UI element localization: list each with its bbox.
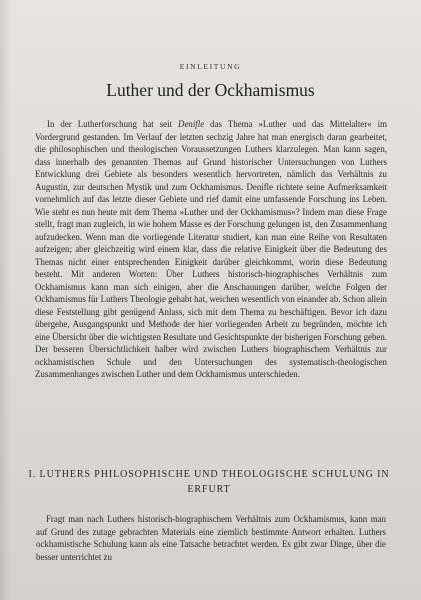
intro-text-rest: das Thema »Luther und das Mittelalter« im Vordergrund gestanden. Im Verlauf der letzten sechzig Jahre hat man energisch daran gearbeitet, die philosophischen und theologischen Voraussetzungen Luthers klarzulegen. Man kann sagen, dass innerhalb des genannten Themas auf Grund historischer Untersuchungen von Luthers Entwicklung drei Gebiete als besonders wesentlich hervortreten, nämlich das Verhältnis zu Augustin, zur deutschen Mystik und zum Ockhamismus. Denifle richtete seine Aufmerksamkeit vornehmlich auf das letzte dieser Gebiete und rief damit eine umfassende Forschung ins Leben. Wie steht es nun heute mit dem Thema »Luther und der Ockhamismus«? Indem man diese Frage stellt, fragt man zugleich, in wie hohem Masse es der Forschung gelungen ist, den Zusammenhang aufzudecken. Wenn man die vorliegende Literatur studiert, kan man eine Reihe von Resultaten aufzeigen; aber gleichzeitig wird einem klar, dass die relative Einigkeit über die Bedeutung des Themas nicht einer entsprechenden Einigkeit darüber gleichkommt, worin diese Bedeutung besteht. Mit anderen Worten: Über Luthers historisch-biographisches Verhältnis zum Ockhamismus kann man sich einigen, aber die Anschauungen darüber, welche Folgen der Ockhamismus für Luthers Theologie gehabt hat, weichen wesentlich von einander ab. Schon allein diese Feststellung gibt genügend Anlass, sich mit dem Thema zu beschäftigen. Bevor ich dazu übergehe, Ausgangspunkt und Methode der hier vorliegenden Arbeit zu begründen, möchte ich eine Übersicht über die wichtigsten Resultate und Gesichtspunkte der bisherigen Forschung geben. Der besseren Übersichtlichkeit halber wird zwischen Luthers biographischem Verhältnis zur ockhamistischen Schule und den Untersuchungen des systematisch-theologischen Zusammenhanges zwischen Luther und dem Ockhamismus unterschieden. (35, 119, 387, 379)
intro-paragraph (35, 118, 387, 381)
section-paragraph: Fragt man nach Luthers historisch-biographischem Verhältnis zum Ockhamismus, kann man auf Grund des zutage gebrachten Materials eine ziemlich bestimmte Antwort erhalten. Luthers ockhamistische Schulung kann als eine Tatsache betrachtet werden. Es gibt zwar Dinge, über die besser unterrichtet zu (36, 514, 386, 562)
section-heading: I. LUTHERS PHILOSOPHISCHE UND THEOLOGISCHE SCHULUNG IN ERFURT (28, 469, 390, 495)
intro-text-start: In der Lutherforschung hat seit (47, 119, 179, 129)
chapter-title: Luther und der Ockhamismus (106, 80, 315, 100)
italic-name-denifle: Denifle (178, 119, 205, 129)
running-head: EINLEITUNG (179, 62, 242, 71)
